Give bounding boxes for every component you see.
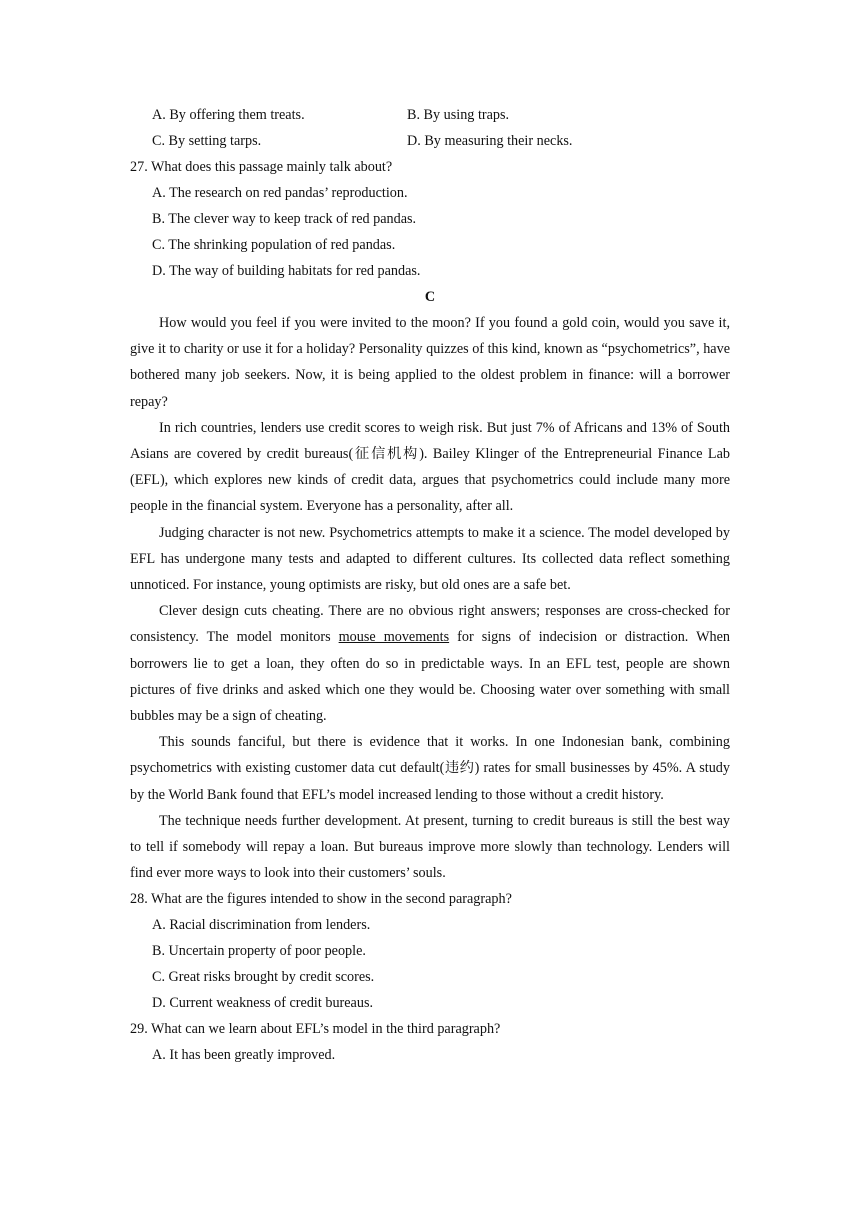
q28-option-c[interactable]: C. Great risks brought by credit scores. bbox=[152, 969, 375, 986]
q27-option-a[interactable]: A. The research on red pandas’ reproduction. bbox=[152, 185, 408, 201]
q27-option-c[interactable]: C. The shrinking population of red pandas. bbox=[152, 237, 396, 253]
q26-option-d[interactable]: D. By measuring their necks. bbox=[407, 133, 573, 149]
passage-paragraph-1: How would you feel if you were invited to the moon? If you found a gold coin, would you save it, give it to charity or use it for a holiday? Personality quizzes of this kind, known as “psychometrics”, have bothered many job seekers. Now, it is being applied to the oldest problem in finance: will a borrower repay? bbox=[130, 315, 730, 410]
q28-stem: 28. What are the figures intended to show in the second paragraph? bbox=[130, 891, 512, 908]
paragraph-4-text-before: Clever design cuts cheating. There are no obvious right answers; responses are cross-checked for consistency. The model monitors bbox=[130, 603, 730, 646]
document-page bbox=[130, 102, 730, 1068]
passage-paragraph-6: The technique needs further development. At present, turning to credit bureaus is still the best way to tell if somebody will repay a loan. But bureaus improve more slowly than technology. Lenders will find ever more ways to look into their customers’ souls. bbox=[130, 812, 730, 882]
q26-options-row-2 bbox=[130, 128, 730, 154]
q26-option-c[interactable]: C. By setting tarps. bbox=[152, 133, 262, 149]
underlined-phrase: mouse movements bbox=[338, 629, 450, 646]
passage-paragraph-3: Judging character is not new. Psychometrics attempts to make it a science. The model developed by EFL has undergone many tests and adapted to different cultures. Its collected data reflect something unnoticed. For instance, young optimists are risky, but old ones are a safe bet. bbox=[130, 524, 730, 594]
paragraph-4-text-after: for signs of indecision or distraction. When borrowers lie to get a loan, they often do so in predictable ways. In an EFL test, people are shown pictures of five drinks and asked which one they would be. Choosing water over something with small bubbles may be a sign of cheating. bbox=[130, 629, 730, 725]
q26-option-a[interactable]: A. By offering them treats. bbox=[152, 107, 305, 123]
q27-option-d[interactable]: D. The way of building habitats for red pandas. bbox=[152, 263, 421, 279]
q29-option-a[interactable]: A. It has been greatly improved. bbox=[152, 1047, 336, 1064]
passage-paragraph-5: This sounds fanciful, but there is evidence that it works. In one Indonesian bank, combining psychometrics with existing customer data cut default(违约) rates for small businesses by 45%. A study by the World Bank found that EFL’s model increased lending to those without a credit history. bbox=[130, 734, 730, 803]
q28-option-d[interactable]: D. Current weakness of credit bureaus. bbox=[152, 995, 374, 1012]
q27-stem: 27. What does this passage mainly talk about? bbox=[130, 159, 393, 175]
q27-option-b[interactable]: B. The clever way to keep track of red pandas. bbox=[152, 211, 417, 227]
passage-paragraph-2: In rich countries, lenders use credit scores to weigh risk. But just 7% of Africans and 13% of South Asians are covered by credit bureaus(征信机构). Bailey Klinger of the Entrepreneurial Finance Lab (EFL), which explores new kinds of credit data, argues that psychometrics could include many more people in the financial system. Everyone has a personality, after all. bbox=[130, 419, 730, 515]
q29-stem: 29. What can we learn about EFL’s model in the third paragraph? bbox=[130, 1021, 501, 1038]
section-heading: C bbox=[424, 289, 436, 305]
q28-option-a[interactable]: A. Racial discrimination from lenders. bbox=[152, 917, 371, 934]
q28-option-b[interactable]: B. Uncertain property of poor people. bbox=[152, 943, 366, 960]
q26-option-b[interactable]: B. By using traps. bbox=[407, 107, 510, 123]
passage-paragraph-4 bbox=[130, 598, 730, 729]
q26-options-row-1 bbox=[130, 102, 730, 128]
